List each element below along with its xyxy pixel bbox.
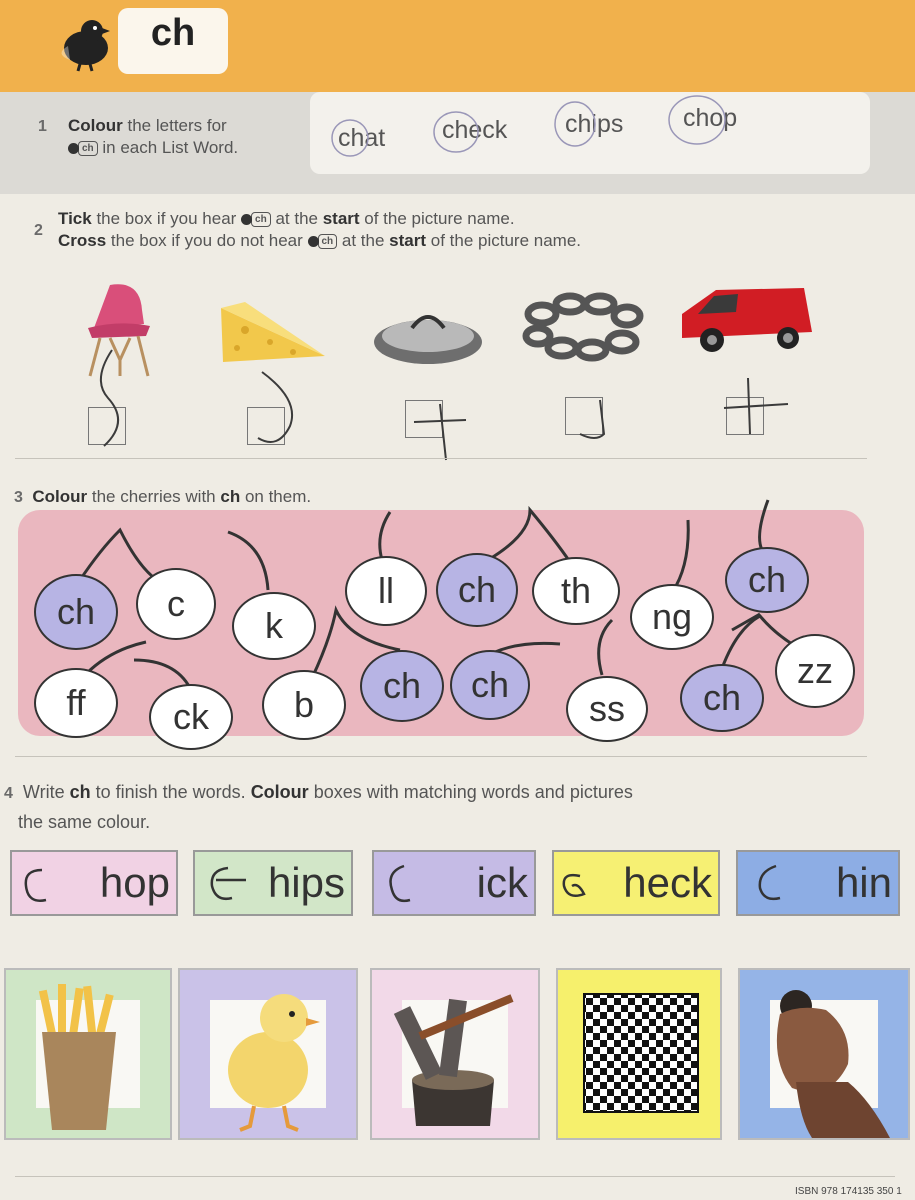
tick-mark: [580, 400, 604, 438]
section1-text-a: the letters for: [122, 116, 227, 135]
section1-text-b: in each List Word.: [97, 138, 239, 157]
section3-bold: ch: [220, 487, 241, 506]
cross-mark: [414, 404, 466, 460]
cherry[interactable]: ng: [630, 584, 714, 650]
section2-text: of the picture name.: [359, 209, 515, 228]
handwritten-ch: [0, 852, 915, 916]
ch-sound-badge: ch: [251, 212, 271, 227]
cherry[interactable]: ch: [680, 664, 764, 732]
list-word[interactable]: chips: [565, 110, 624, 138]
tick-mark: [101, 350, 118, 446]
word-ending: heck: [623, 859, 712, 906]
checkerboard-icon: [558, 970, 720, 1138]
picture-box[interactable]: [556, 968, 722, 1140]
cherry[interactable]: ch: [450, 650, 530, 720]
section1-bold: Colour: [68, 116, 123, 135]
section-divider: [15, 756, 867, 757]
section3-bold: Colour: [32, 487, 88, 506]
isbn-text: ISBN 978 174135 350 1: [795, 1186, 902, 1197]
cherry[interactable]: th: [532, 557, 620, 625]
pencil-marks: [0, 330, 915, 470]
section3-text: on them.: [240, 487, 312, 506]
cherry[interactable]: ff: [34, 668, 118, 738]
picture-box[interactable]: [738, 968, 910, 1140]
section2-text: at the: [337, 231, 390, 250]
section4-bold: Colour: [250, 782, 309, 802]
cherry[interactable]: ch: [436, 553, 518, 627]
section2-text: the box if you do not hear: [106, 231, 308, 250]
section3-number: 3: [14, 489, 23, 506]
cross-mark: [724, 378, 788, 434]
cherry[interactable]: ch: [360, 650, 444, 722]
pencil-circles: [0, 0, 915, 200]
section-divider: [15, 458, 867, 459]
section2-bold: start: [322, 209, 360, 228]
cherry[interactable]: c: [136, 568, 216, 640]
section2-text: at the: [270, 209, 323, 228]
cherry[interactable]: b: [262, 670, 346, 740]
cherry[interactable]: k: [232, 592, 316, 660]
list-word[interactable]: chop: [683, 104, 738, 132]
section2-instruction: [58, 208, 581, 252]
section3-text: the cherries with: [87, 487, 221, 506]
word-ending: hips: [267, 859, 345, 906]
cherry[interactable]: ch: [34, 574, 118, 650]
picture-box[interactable]: [370, 968, 540, 1140]
ch-sound-badge: ch: [318, 234, 338, 249]
section2-text: of the picture name.: [426, 231, 581, 250]
cherry[interactable]: ch: [725, 547, 809, 613]
list-word[interactable]: check: [442, 116, 508, 144]
section4-number: 4: [4, 785, 13, 802]
picture-box[interactable]: [178, 968, 358, 1140]
chin-icon: [740, 970, 908, 1138]
section2-number: 2: [34, 222, 43, 239]
ch-sound-badge: ch: [78, 141, 98, 156]
section4-instruction: [4, 778, 633, 836]
cherry[interactable]: zz: [775, 634, 855, 708]
section4-text: the same colour.: [18, 812, 151, 832]
picture-box[interactable]: [4, 968, 172, 1140]
section2-bold: start: [389, 231, 427, 250]
section4-text: to finish the words.: [90, 782, 251, 802]
section4-bold: ch: [69, 782, 91, 802]
chick-icon: [180, 970, 356, 1138]
section1-number: 1: [38, 118, 47, 135]
word-ending: hin: [835, 859, 892, 906]
cherry[interactable]: ll: [345, 556, 427, 626]
tick-mark: [258, 372, 292, 442]
page-title: ch: [150, 12, 196, 54]
section4-text: Write: [22, 782, 70, 802]
word-ending: hop: [99, 859, 170, 906]
cherry[interactable]: ss: [566, 676, 648, 742]
list-word[interactable]: chat: [338, 124, 386, 152]
cherry[interactable]: ck: [149, 684, 233, 750]
word-ending: ick: [476, 859, 528, 906]
footer-divider: [15, 1176, 895, 1177]
chop-icon: [372, 970, 538, 1138]
section2-bold: Cross: [58, 231, 107, 250]
section4-text: boxes with matching words and pictures: [308, 782, 633, 802]
chips-icon: [6, 970, 170, 1138]
section2-text: the box if you hear: [91, 209, 242, 228]
section2-bold: Tick: [58, 209, 92, 228]
